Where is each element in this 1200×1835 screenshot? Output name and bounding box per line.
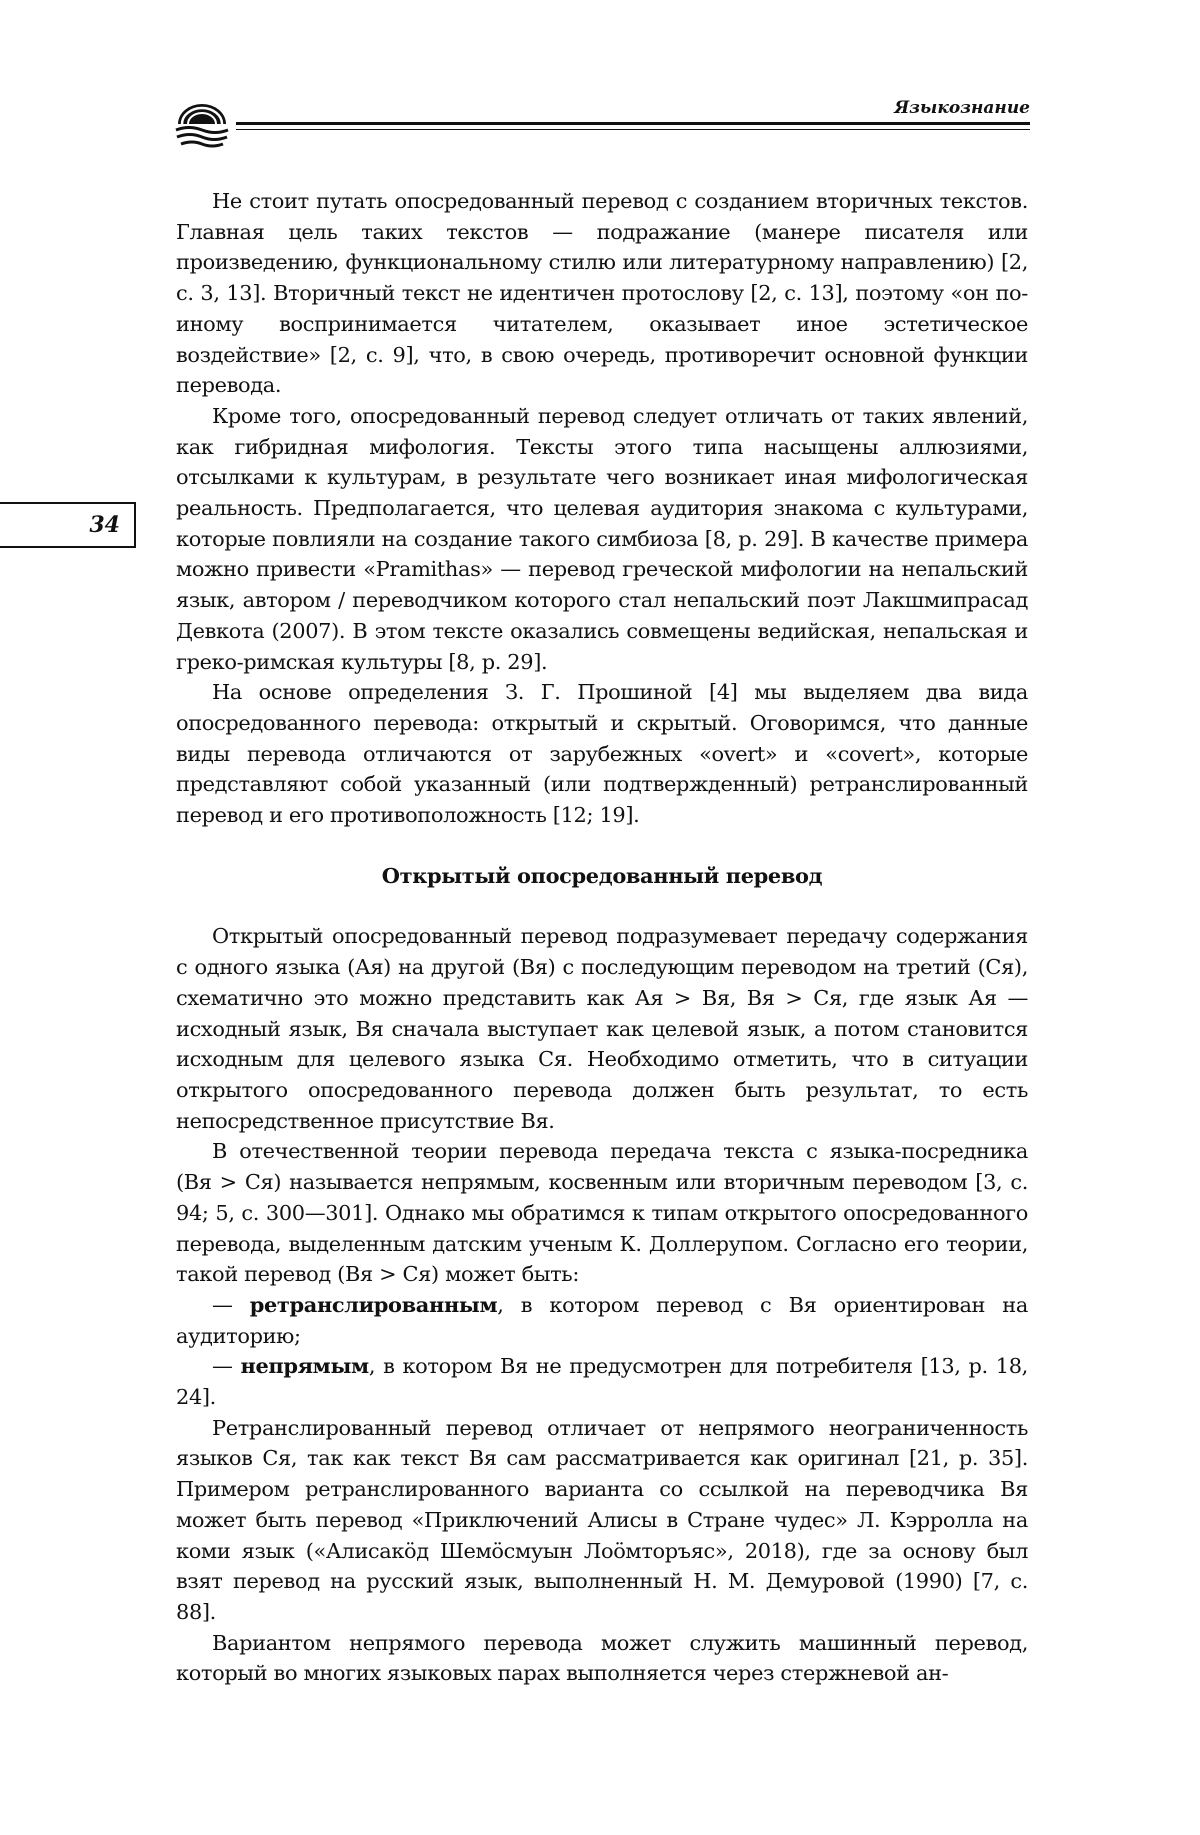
list-dash: — xyxy=(212,1292,250,1317)
page-number: 34 xyxy=(89,512,120,538)
section-heading: Открытый опосредованный перевод xyxy=(381,862,823,888)
paragraph: Открытый опосредованный перевод подразумевает передачу содержания с одного языка (Ая) на другой (Вя) с последующим переводом на третий (Ся), схематично это можно представить как Ая > Вя, Вя > Ся, где язык Ая — исходный язык, Вя сначала выступает как целевой язык, а потом становится исходным для целевого языка Ся. Необходимо отметить, что в ситуации открытого опосредованного перевода должен быть результат, то есть непосредственное присутствие Вя. xyxy=(176,924,1028,1133)
paragraph: Не стоит путать опосредованный перевод с созданием вторичных текстов. Главная цель таких текстов — подражание (манере писателя или произведению, функциональному стилю или литературному направлению) [2, с. 3, 13]. Вторичный текст не идентичен протослову [2, с. 13], поэтому «он по-иному воспринимается читателем, оказывает иное эстетическое воздействие» [2, с. 9], что, в свою очередь, противоречит основной функции перевода. xyxy=(176,189,1028,398)
page-number-tab xyxy=(0,502,136,548)
list-term: ретранслированным xyxy=(249,1291,498,1317)
list-item xyxy=(176,1290,1028,1351)
list-text: , в котором перевод с Вя ориентирован на аудиторию; xyxy=(176,1292,1028,1348)
list-item xyxy=(176,1351,1028,1412)
paragraph: Кроме того, опосредованный перевод следует отличать от таких явлений, как гибридная мифология. Тексты этого типа насыщены аллюзиями, отсылками к культурам, в результате чего возникает иная мифологическая реальность. Предполагается, что целевая аудитория знакома с культурами, которые повлияли на создание такого симбиоза [8, p. 29]. В качестве примера можно привести «Pramithas» — перевод греческой мифологии на непальский язык, автором / переводчиком которого стал непальский поэт Лакшмипрасад Девкота (2007). В этом тексте оказались совмещены ведийская, непальская и греко-римская культуры [8, p. 29]. xyxy=(176,403,1028,674)
page-header xyxy=(172,98,1030,146)
paragraph: Вариантом непрямого перевода может служить машинный перевод, который во многих языковых парах выполняется через стержневой ан- xyxy=(176,1630,1028,1686)
list-term: непрямым xyxy=(240,1353,369,1379)
paragraph: Ретранслированный перевод отличает от непрямого неограниченность языков Ся, так как текст Вя сам рассматривается как оригинал [21, p. 35]. Примером ретранслированного варианта со ссылкой на переводчика Вя может быть перевод «Приключений Алисы в Стране чудес» Л. Кэрролла на коми язык («Алисакӧд Шемӧсмуын Лоӧмторъяс», 2018), где за основу был взят перевод на русский язык, выполненный Н. М. Демуровой (1990) [7, с. 88]. xyxy=(176,1415,1028,1624)
paragraph: На основе определения З. Г. Прошиной [4] мы выделяем два вида опосредованного перевода: открытый и скрытый. Оговоримся, что данные виды перевода отличаются от зарубежных «overt» и «covert», которые представляют собой указанный (или подтвержденный) ретранслированный перевод и его противоположность [12; 19]. xyxy=(176,680,1028,828)
list-dash: — xyxy=(212,1354,241,1379)
list-text: , в котором Вя не предусмотрен для потребителя [13, p. 18, 24]. xyxy=(176,1354,1028,1410)
running-head: Языкознание xyxy=(894,98,1030,118)
article-body xyxy=(176,186,1028,1689)
header-rule-thick xyxy=(236,122,1030,125)
header-rule-thin xyxy=(236,129,1030,130)
paragraph: В отечественной теории перевода передача текста с языка-посредника (Вя > Ся) называется непрямым, косвенным или вторичным переводом [3, с. 94; 5, с. 300—301]. Однако мы обратимся к типам открытого опосредованного перевода, выделенным датским ученым К. Доллерупом. Согласно его теории, такой перевод (Вя > Ся) может быть: xyxy=(176,1139,1028,1287)
journal-logo-icon xyxy=(172,102,232,152)
